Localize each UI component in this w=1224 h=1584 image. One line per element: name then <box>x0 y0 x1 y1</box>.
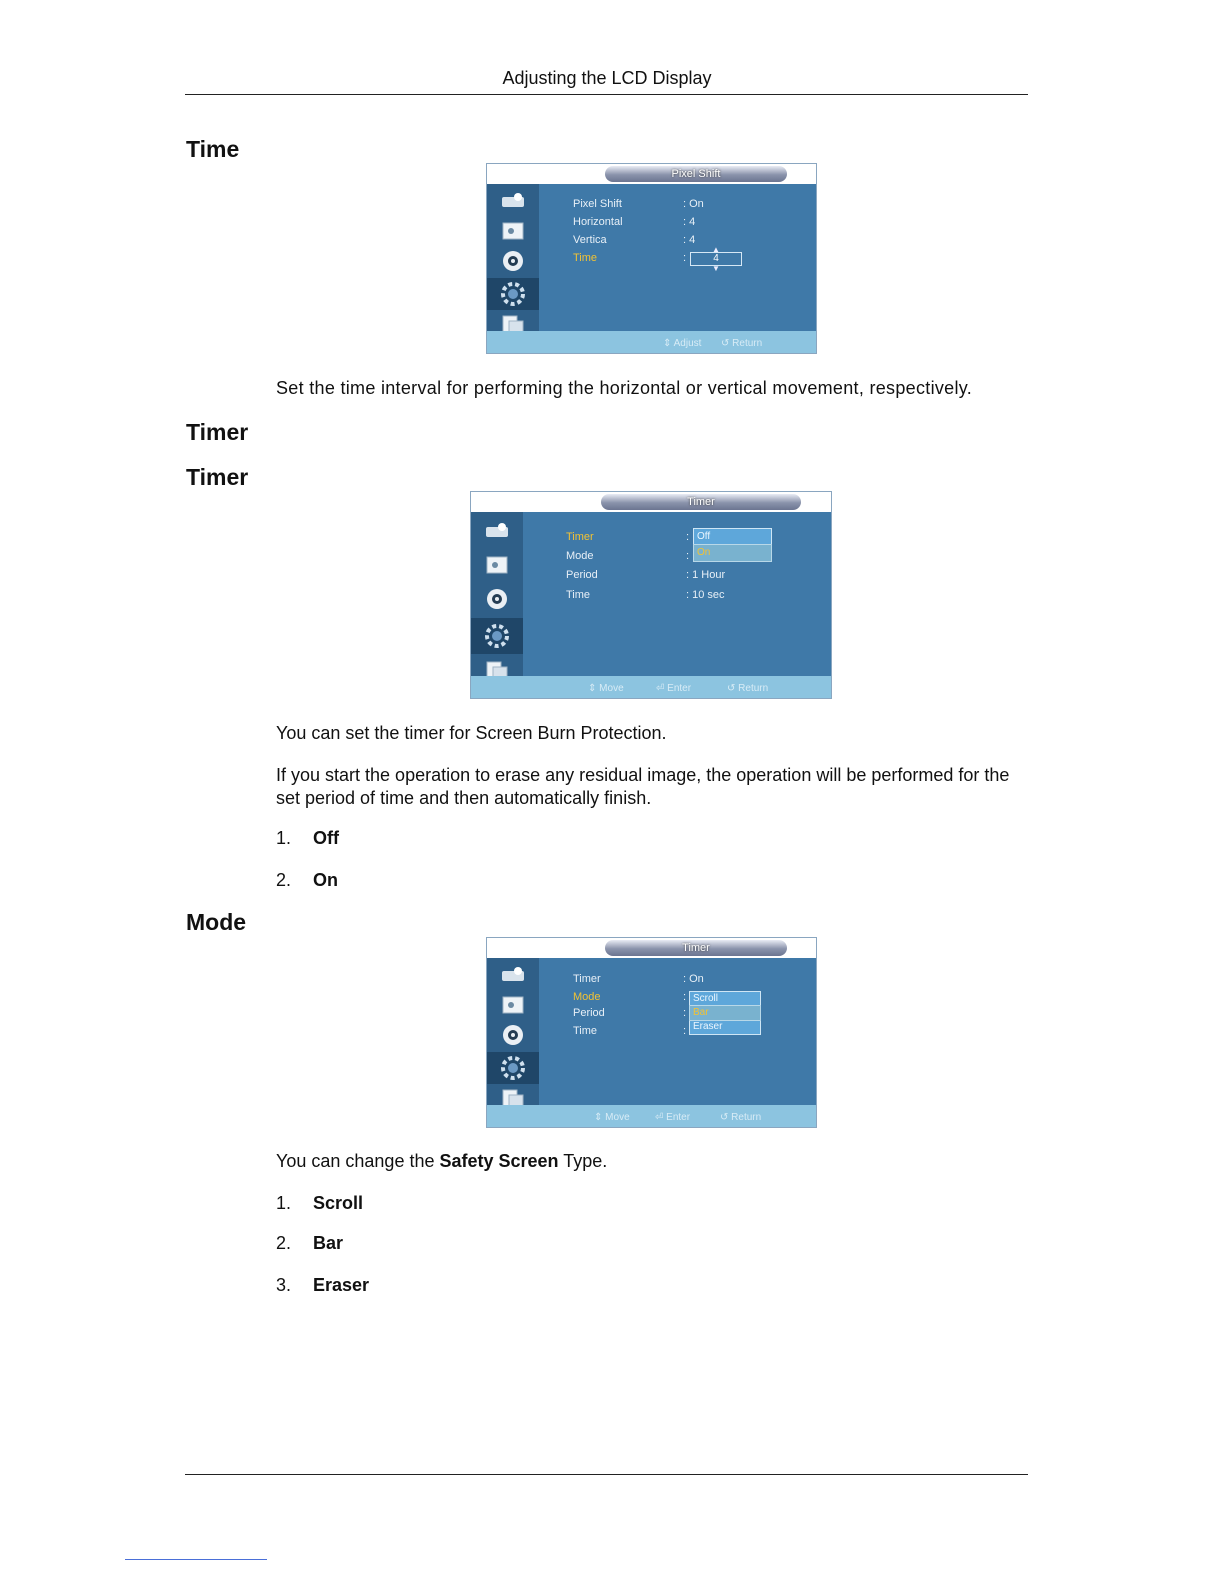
osd-row-label[interactable]: Time <box>566 589 591 601</box>
osd-row-value: : On <box>683 198 704 210</box>
dropdown-option-scroll[interactable]: Scroll <box>693 993 719 1004</box>
osd-row-label-selected[interactable]: Timer <box>566 531 594 543</box>
list-item-label: On <box>313 870 338 890</box>
osd-hint-bar <box>487 1105 816 1127</box>
heading-mode: Mode <box>186 909 247 935</box>
osd-row-label[interactable]: Pixel Shift <box>573 198 622 210</box>
list-item-label: Bar <box>313 1233 344 1253</box>
osd-row-value: : 4 <box>683 216 696 228</box>
return-hint: ↺ Return <box>727 683 769 694</box>
osd-row-label-selected[interactable]: Mode <box>573 991 601 1003</box>
dropdown-option-on[interactable]: On <box>694 545 771 561</box>
osd-title: Timer <box>605 940 787 956</box>
mode-paragraph <box>276 1150 607 1173</box>
osd-row-label[interactable]: Timer <box>573 973 601 985</box>
setup-menu-icon[interactable] <box>487 1052 539 1084</box>
dropdown-option-eraser[interactable]: Eraser <box>693 1021 723 1032</box>
list-item-label: Scroll <box>313 1193 364 1213</box>
mode-dropdown[interactable] <box>689 991 761 1035</box>
osd-row-value: : <box>683 991 687 1003</box>
move-hint: ⇕ Move <box>594 1112 630 1123</box>
osd-row-value: : On <box>683 973 704 985</box>
list-item-number: 1. <box>276 1193 292 1213</box>
heading-timer-section: Timer <box>186 419 249 445</box>
osd-row-label-selected[interactable]: Time <box>573 252 598 264</box>
picture-menu-icon[interactable] <box>497 188 529 214</box>
osd-sidebar <box>471 512 523 682</box>
list-item-number: 2. <box>276 1233 292 1253</box>
footer-rule <box>185 1474 1028 1475</box>
list-item-number: 2. <box>276 870 292 890</box>
sound-menu-icon[interactable] <box>481 586 513 612</box>
dropdown-option-bar[interactable]: Bar <box>690 1006 760 1020</box>
time-spin-field[interactable]: 4 <box>690 252 742 266</box>
display-menu-icon[interactable] <box>497 218 529 244</box>
timer-para-2: If you start the operation to erase any residual image, the operation will be performed for the set period of time and then automatically finish. <box>276 765 1010 808</box>
osd-row-label[interactable]: Vertica <box>573 234 607 246</box>
enter-hint: ⏎ Enter <box>655 1112 691 1123</box>
osd-row-value: : <box>683 1025 687 1037</box>
osd-timer <box>471 492 831 698</box>
osd-row-label[interactable]: Period <box>566 569 598 581</box>
mode-para-suffix: Type. <box>558 1151 608 1171</box>
osd-sidebar <box>487 184 539 337</box>
osd-row-value: : 4 <box>683 234 696 246</box>
list-item-number: 1. <box>276 828 292 848</box>
setup-menu-icon[interactable] <box>487 278 539 310</box>
sound-menu-icon[interactable] <box>497 248 529 274</box>
time-description: Set the time interval for performing the horizontal or vertical movement, respectively. <box>276 378 973 398</box>
footer-link-underline[interactable] <box>125 1559 267 1560</box>
move-hint: ⇕ Move <box>588 683 624 694</box>
timer-dropdown[interactable] <box>693 528 772 562</box>
osd-row-value: : 10 sec <box>686 589 725 601</box>
osd-row-value: : <box>686 550 690 562</box>
header-rule <box>185 94 1028 95</box>
enter-hint: ⏎ Enter <box>656 683 692 694</box>
dropdown-option-off[interactable]: Off <box>697 531 711 542</box>
picture-menu-icon[interactable] <box>497 962 529 988</box>
osd-row-value: : 1 Hour <box>686 569 726 581</box>
setup-menu-icon[interactable] <box>471 618 523 654</box>
osd-row-label[interactable]: Horizontal <box>573 216 623 228</box>
osd-row-value: : <box>683 1007 687 1019</box>
return-hint: ↺ Return <box>720 1112 762 1123</box>
list-item-label: Off <box>313 828 339 848</box>
list-item-number: 3. <box>276 1275 292 1295</box>
osd-row-label[interactable]: Period <box>573 1007 605 1019</box>
heading-timer: Timer <box>186 464 249 490</box>
list-item-label: Eraser <box>313 1275 370 1295</box>
timer-para-1: You can set the timer for Screen Burn Protection. <box>276 723 667 743</box>
display-menu-icon[interactable] <box>481 552 513 578</box>
return-hint: ↺ Return <box>721 338 763 349</box>
osd-timer-mode <box>487 938 816 1127</box>
display-menu-icon[interactable] <box>497 992 529 1018</box>
osd-row-value: : <box>686 531 690 543</box>
mode-para-bold: Safety Screen <box>439 1151 559 1171</box>
osd-title: Timer <box>601 494 801 510</box>
osd-row-label[interactable]: Time <box>573 1025 598 1037</box>
osd-row-label[interactable]: Mode <box>566 550 594 562</box>
page-header-title: Adjusting the LCD Display <box>502 68 712 88</box>
adjust-hint: ⇕ Adjust <box>663 338 702 349</box>
spin-up-arrow-icon[interactable]: ▲ <box>712 245 720 254</box>
spin-down-arrow-icon[interactable]: ▼ <box>712 264 720 273</box>
osd-title: Pixel Shift <box>605 166 787 182</box>
osd-row-value: : <box>683 252 687 264</box>
heading-time: Time <box>186 136 240 162</box>
osd-sidebar <box>487 958 539 1111</box>
osd-hint-bar <box>471 676 831 698</box>
osd-pixel-shift <box>487 164 816 353</box>
osd-hint-bar <box>487 331 816 353</box>
sound-menu-icon[interactable] <box>497 1022 529 1048</box>
picture-menu-icon[interactable] <box>481 518 513 544</box>
mode-para-prefix: You can change the <box>276 1151 440 1171</box>
